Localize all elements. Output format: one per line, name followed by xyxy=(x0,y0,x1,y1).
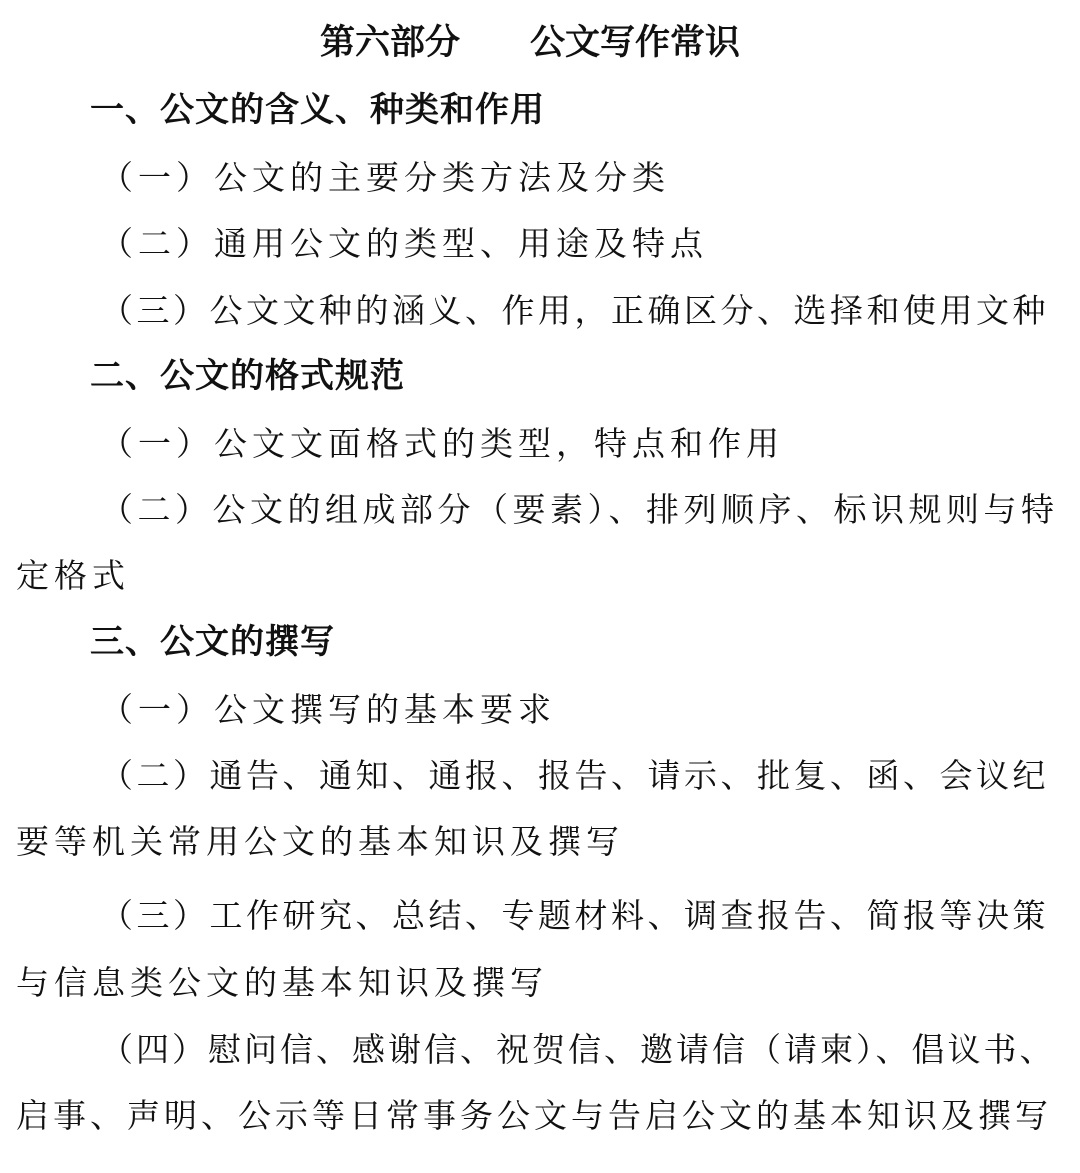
section-2-item-2-continued: 定格式 xyxy=(16,556,130,595)
section-1-item-2: （二）通用公文的类型、用途及特点 xyxy=(100,224,708,263)
section-3-item-4-continued: 启事、声明、公示等日常事务公文与告启公文的基本知识及撰写 xyxy=(16,1096,1052,1135)
section-3-item-2-continued: 要等机关常用公文的基本知识及撰写 xyxy=(16,822,624,861)
section-3-item-2: （二）通告、通知、通报、报告、请示、批复、函、会议纪 xyxy=(100,756,1049,795)
section-heading-3: 三、公文的撰写 xyxy=(90,622,335,662)
section-3-item-4: （四）慰问信、感谢信、祝贺信、邀请信（请柬）、倡议书、 xyxy=(100,1030,1056,1069)
section-heading-1: 一、公文的含义、种类和作用 xyxy=(90,90,545,130)
section-3-item-3-continued: 与信息类公文的基本知识及撰写 xyxy=(16,963,548,1002)
section-2-item-1: （一）公文文面格式的类型，特点和作用 xyxy=(100,424,784,463)
section-1-item-3: （三）公文文种的涵义、作用，正确区分、选择和使用文种 xyxy=(100,291,1049,330)
section-1-item-1: （一）公文的主要分类方法及分类 xyxy=(100,158,670,197)
section-3-item-1: （一）公文撰写的基本要求 xyxy=(100,690,556,729)
page-title: 第六部分 公文写作常识 xyxy=(319,22,740,63)
section-2-item-2: （二）公文的组成部分（要素）、排列顺序、标识规则与特 xyxy=(100,490,1059,529)
section-3-item-3: （三）工作研究、总结、专题材料、调查报告、简报等决策 xyxy=(100,896,1049,935)
section-heading-2: 二、公文的格式规范 xyxy=(90,356,405,396)
